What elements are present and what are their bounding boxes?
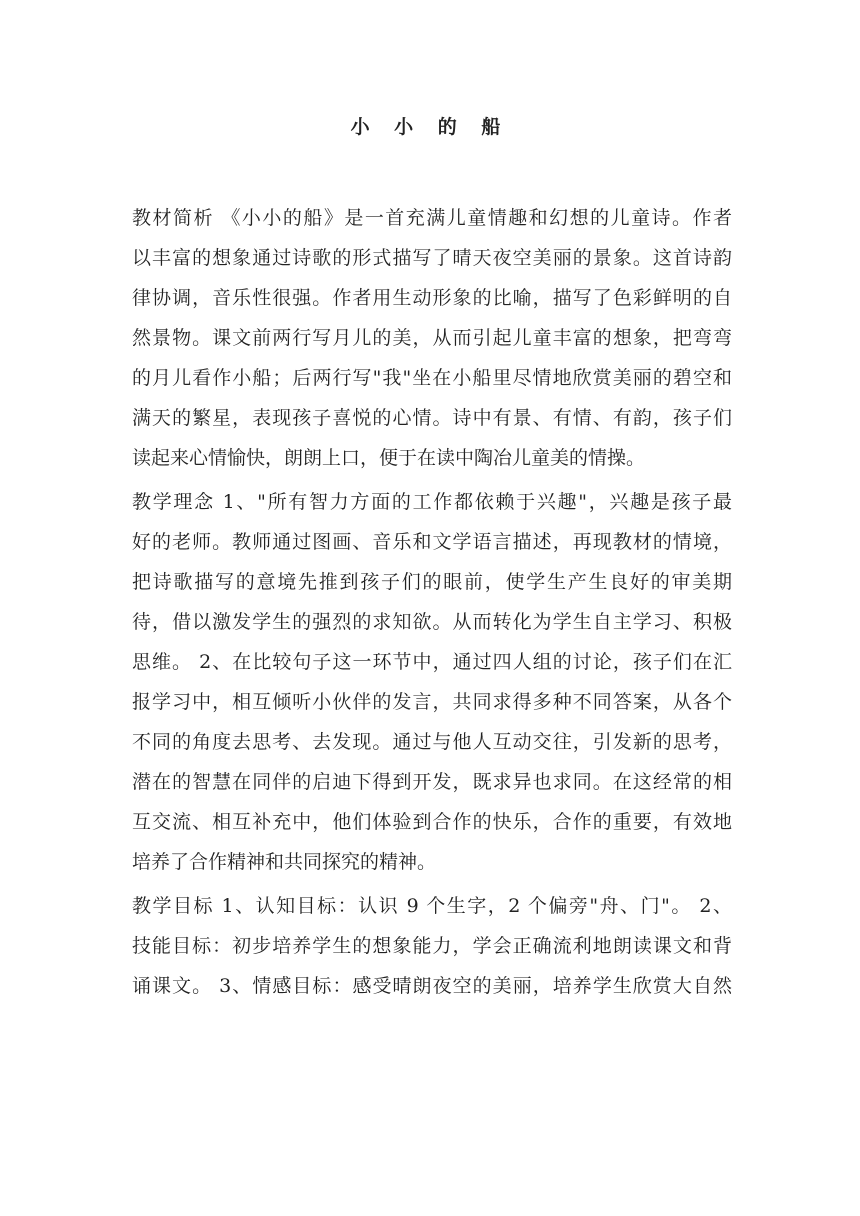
document-body [132,198,732,1006]
text-line: 报学习中，相互倾听小伙伴的发言，共同求得多种不同答案，从各个 [132,691,732,713]
text-line: 思维。 2、在比较句子这一环节中，通过四人组的讨论，孩子们在汇 [132,651,732,673]
text-line: 教学目标 1、认知目标：认识 9 个生字，2 个偏旁"舟、门"。 2、 [132,895,732,917]
text-line: 不同的角度去思考、去发现。通过与他人互动交往，引发新的思考， [132,731,732,753]
paragraph-textbook-analysis [132,198,732,478]
text-line: 互交流、相互补充中，他们体验到合作的快乐，合作的重要，有效地 [132,811,732,833]
text-line: 教学理念 1、"所有智力方面的工作都依赖于兴趣"，兴趣是孩子最 [132,491,732,513]
text-line: 以丰富的想象通过诗歌的形式描写了晴天夜空美丽的景象。这首诗韵 [132,247,732,269]
text-line: 技能目标：初步培养学生的想象能力，学会正确流利地朗读课文和背 [132,935,732,957]
text-line: 律协调，音乐性很强。作者用生动形象的比喻，描写了色彩鲜明的自 [132,287,732,309]
text-line: 好的老师。教师通过图画、音乐和文学语言描述，再现教材的情境， [132,531,732,553]
text-line: 把诗歌描写的意境先推到孩子们的眼前，使学生产生良好的审美期 [132,571,732,593]
paragraph-teaching-philosophy [132,482,732,882]
text-line: 待，借以激发学生的强烈的求知欲。从而转化为学生自主学习、积极 [132,611,732,633]
text-line: 然景物。课文前两行写月儿的美，从而引起儿童丰富的想象，把弯弯 [132,327,732,349]
text-line: 培养了合作精神和共同探究的精神。 [132,851,437,873]
text-line: 潜在的智慧在同伴的启迪下得到开发，既求异也求同。在这经常的相 [132,771,732,793]
text-line: 教材简析 《小小的船》是一首充满儿童情趣和幻想的儿童诗。作者 [132,207,732,229]
document-title: 小 小 的 船 [350,116,510,138]
text-line: 的月儿看作小船；后两行写"我"坐在小船里尽情地欣赏美丽的碧空和 [132,367,732,389]
text-line: 读起来心情愉快，朗朗上口，便于在读中陶冶儿童美的情操。 [132,447,646,469]
paragraph-teaching-goals [132,886,732,1006]
text-line: 诵课文。 3、情感目标：感受晴朗夜空的美丽，培养学生欣赏大自然 [132,975,732,997]
text-line: 满天的繁星，表现孩子喜悦的心情。诗中有景、有情、有韵，孩子们 [132,407,732,429]
